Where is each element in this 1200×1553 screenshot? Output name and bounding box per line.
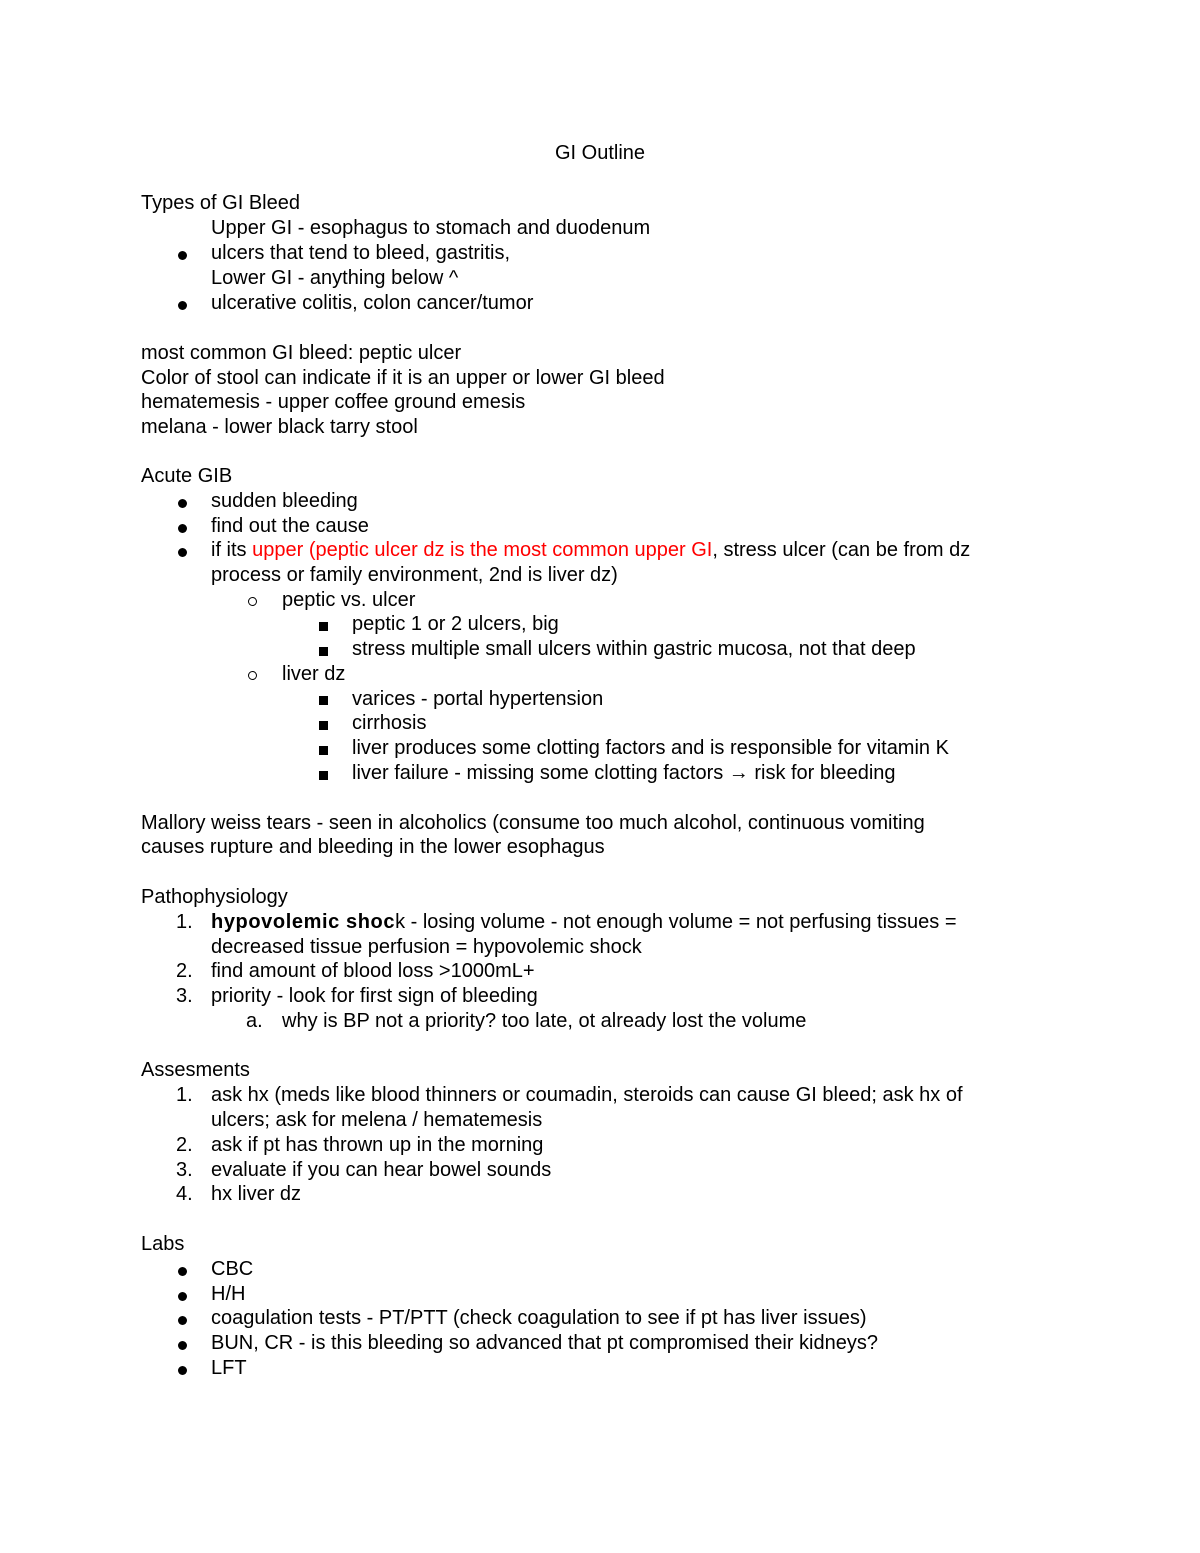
bullet-square: [319, 771, 328, 780]
bullet-circle: [248, 597, 257, 606]
list-item: liver dz: [282, 663, 346, 685]
section-heading-pathophysiology: Pathophysiology: [141, 886, 288, 908]
list-item: evaluate if you can hear bowel sounds: [211, 1159, 552, 1181]
text-line: decreased tissue perfusion = hypovolemic shock: [211, 936, 642, 958]
text-line: process or family environment, 2nd is liver dz): [211, 564, 618, 586]
list-item: [211, 910, 957, 934]
bullet-disc: [178, 548, 187, 557]
bullet-disc: [178, 499, 187, 508]
list-item: sudden bleeding: [211, 490, 358, 512]
bullet-disc: [178, 524, 187, 533]
bullet-circle: [248, 671, 257, 680]
list-item: cirrhosis: [352, 712, 427, 734]
text-line: Upper GI - esophagus to stomach and duodenum: [211, 217, 651, 239]
text-line: most common GI bleed: peptic ulcer: [141, 342, 462, 364]
text-line: melana - lower black tarry stool: [141, 416, 418, 438]
list-item: hx liver dz: [211, 1183, 302, 1205]
list-item: [211, 538, 970, 562]
bullet-disc: [178, 1292, 187, 1301]
section-heading-labs: Labs: [141, 1233, 185, 1255]
list-item: coagulation tests - PT/PTT (check coagulation to see if pt has liver issues): [211, 1307, 867, 1329]
text-line: Color of stool can indicate if it is an upper or lower GI bleed: [141, 367, 665, 389]
bullet-disc: [178, 1366, 187, 1375]
text-line: Mallory weiss tears - seen in alcoholics (consume too much alcohol, continuous vomiting: [141, 812, 925, 834]
text-line: Lower GI - anything below ^: [211, 267, 459, 289]
list-number: 2.: [176, 960, 193, 982]
list-item: ulcerative colitis, colon cancer/tumor: [211, 292, 534, 314]
bullet-square: [319, 647, 328, 656]
bullet-square: [319, 696, 328, 705]
list-number: 3.: [176, 985, 193, 1007]
list-item: stress multiple small ulcers within gastric mucosa, not that deep: [352, 638, 916, 660]
list-item: liver failure - missing some clotting factors → risk for bleeding: [352, 762, 896, 784]
list-item: BUN, CR - is this bleeding so advanced that pt compromised their kidneys?: [211, 1332, 878, 1354]
section-heading-types: Types of GI Bleed: [141, 192, 300, 214]
list-item: peptic vs. ulcer: [282, 589, 416, 611]
bullet-square: [319, 622, 328, 631]
list-item: H/H: [211, 1283, 246, 1305]
list-item: ask hx (meds like blood thinners or coumadin, steroids can cause GI bleed; ask hx of: [211, 1084, 963, 1106]
bullet-square: [319, 721, 328, 730]
list-item: priority - look for first sign of bleeding: [211, 985, 538, 1007]
list-item: CBC: [211, 1258, 254, 1280]
list-item: varices - portal hypertension: [352, 688, 604, 710]
list-item: ulcers that tend to bleed, gastritis,: [211, 242, 511, 264]
list-item: liver produces some clotting factors and is responsible for vitamin K: [352, 737, 949, 759]
bullet-disc: [178, 251, 187, 260]
bold-text: hypovolemic shoc: [211, 911, 396, 933]
bullet-disc: [178, 1267, 187, 1276]
section-heading-assesments: Assesments: [141, 1059, 250, 1081]
list-item: why is BP not a priority? too late, ot already lost the volume: [282, 1010, 807, 1032]
highlighted-text: upper (peptic ulcer dz is the most common upper GI: [252, 539, 713, 561]
list-letter: a.: [246, 1010, 263, 1032]
list-item: ask if pt has thrown up in the morning: [211, 1134, 544, 1156]
text-run: k - losing volume - not enough volume = not perfusing tissues =: [395, 911, 957, 933]
text-line: causes rupture and bleeding in the lower esophagus: [141, 836, 605, 858]
list-number: 3.: [176, 1159, 193, 1181]
list-item: find out the cause: [211, 515, 369, 537]
text-line: ulcers; ask for melena / hematemesis: [211, 1109, 543, 1131]
list-item: find amount of blood loss >1000mL+: [211, 960, 535, 982]
text-line: hematemesis - upper coffee ground emesis: [141, 391, 526, 413]
section-heading-acute: Acute GIB: [141, 465, 233, 487]
bullet-disc: [178, 1341, 187, 1350]
text-run: if its: [211, 539, 253, 561]
list-item: LFT: [211, 1357, 247, 1379]
list-number: 2.: [176, 1134, 193, 1156]
bullet-square: [319, 746, 328, 755]
list-number: 1.: [176, 1084, 193, 1106]
bullet-disc: [178, 1316, 187, 1325]
list-item: peptic 1 or 2 ulcers, big: [352, 613, 559, 635]
page-title: GI Outline: [554, 142, 646, 164]
bullet-disc: [178, 301, 187, 310]
text-run: , stress ulcer (can be from dz: [712, 539, 971, 561]
list-number: 1.: [176, 911, 193, 933]
list-number: 4.: [176, 1183, 193, 1205]
